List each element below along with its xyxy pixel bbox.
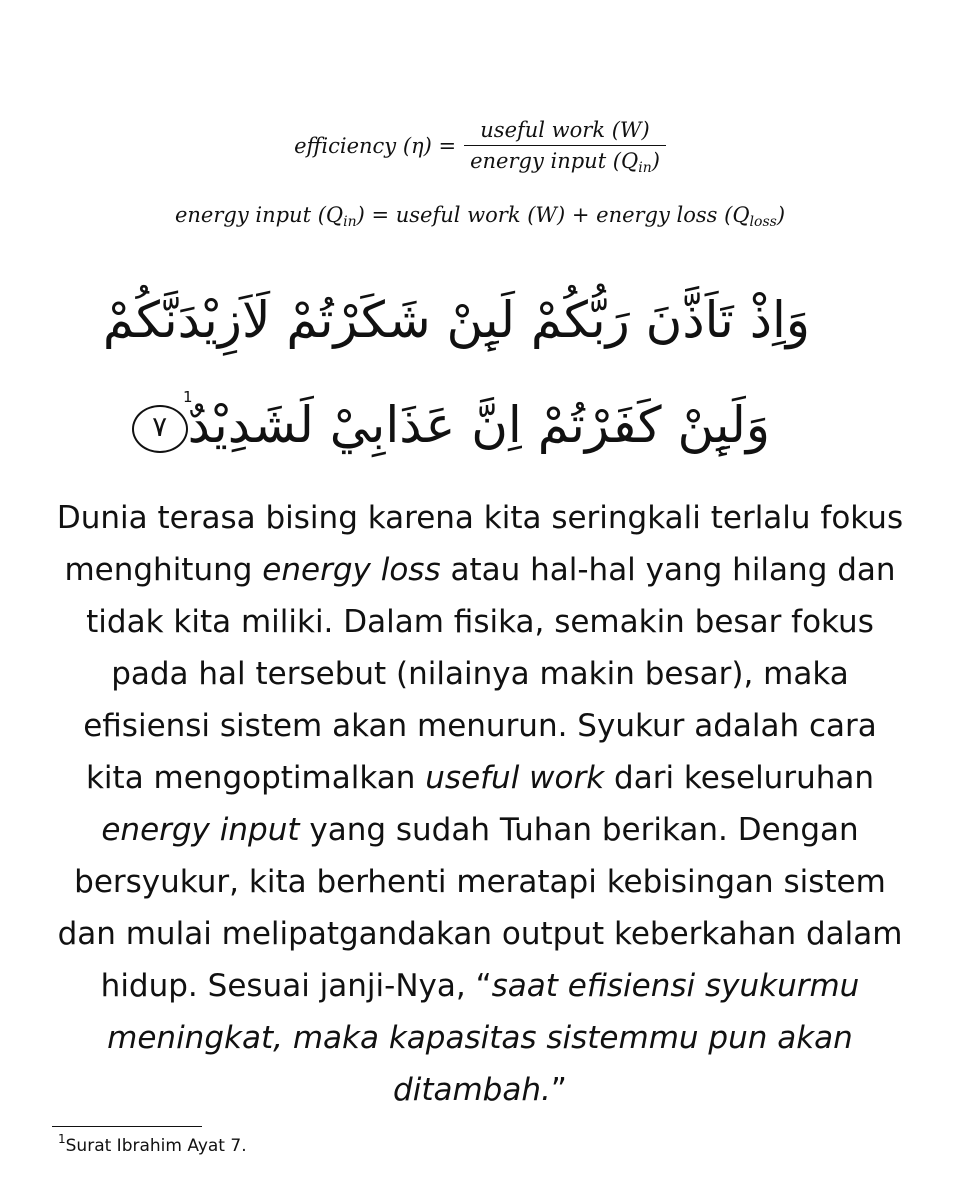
body-line: efisiensi sistem akan menurun. Syukur adalah cara	[83, 708, 877, 744]
body-text-run: ”	[550, 1072, 567, 1108]
equation-lhs: efficiency (η) =	[294, 133, 457, 158]
footnote	[58, 1132, 247, 1156]
body-line	[40, 960, 920, 1012]
body-text-run: dari keseluruhan	[604, 760, 875, 796]
body-line: Dunia terasa bising karena kita seringkali terlalu fokus	[56, 500, 904, 536]
body-line	[40, 804, 920, 856]
body-text-run: hidup. Sesuai janji-Nya, “	[100, 968, 492, 1004]
body-line: dan mulai melipatgandakan output keberkahan dalam	[57, 916, 903, 952]
footnote-text: Surat Ibrahim Ayat 7.	[65, 1136, 247, 1156]
body-line	[40, 1064, 920, 1116]
energy-balance-equation	[0, 203, 960, 230]
footnote-divider	[52, 1126, 202, 1127]
eq2-part3: )	[776, 203, 786, 227]
body-text-run: atau hal-hal yang hilang dan	[440, 552, 896, 588]
body-italic-run: useful work	[425, 760, 605, 796]
body-italic-run: energy input	[101, 812, 300, 848]
body-paragraph	[40, 492, 920, 1116]
body-line	[40, 544, 920, 596]
verse-line-2	[152, 395, 770, 455]
verse-line-2-text: وَلَىِٕنْ كَفَرْتُمْ اِنَّ عَذَابِيْ لَشَدِيْدٌ	[187, 396, 770, 454]
body-italic-run: saat efisiensi syukurmu	[491, 968, 860, 1004]
body-italic-run: energy loss	[262, 552, 441, 588]
ayah-number-marker: ٧	[132, 405, 188, 453]
denominator-close: )	[651, 149, 660, 173]
body-text-run: menghitung	[64, 552, 263, 588]
body-text-run: kita mengoptimalkan	[85, 760, 426, 796]
fraction-denominator	[464, 145, 666, 176]
body-line: pada hal tersebut (nilainya makin besar), maka	[111, 656, 849, 692]
body-text-run: yang sudah Tuhan berikan. Dengan	[299, 812, 859, 848]
eq2-sub-in: in	[343, 214, 357, 230]
body-italic-run: meningkat, maka kapasitas sistemmu pun akan	[107, 1020, 853, 1056]
denominator-subscript: in	[638, 160, 652, 176]
eq2-sub-loss: loss	[749, 214, 777, 230]
footnote-number: 1	[58, 1132, 66, 1146]
fraction-numerator: useful work (W)	[480, 118, 650, 142]
body-line	[40, 752, 920, 804]
efficiency-equation	[0, 118, 960, 176]
eq2-part2: ) = useful work (W) + energy loss (Q	[356, 203, 750, 227]
footnote-reference: 1	[183, 388, 193, 406]
body-line: tidak kita miliki. Dalam fisika, semakin besar fokus	[86, 604, 874, 640]
verse-line-1: وَاِذْ تَاَذَّنَ رَبُّكُمْ لَىِٕنْ شَكَرْتُمْ لَاَزِيْدَنَّكُمْ	[102, 291, 810, 349]
body-line	[40, 1012, 920, 1064]
eq2-part1: energy input (Q	[174, 203, 344, 227]
fraction	[464, 118, 666, 176]
body-italic-run: ditambah.	[393, 1072, 551, 1108]
body-line: bersyukur, kita berhenti meratapi kebisingan sistem	[74, 864, 886, 900]
denominator-text: energy input (Q	[470, 149, 639, 173]
